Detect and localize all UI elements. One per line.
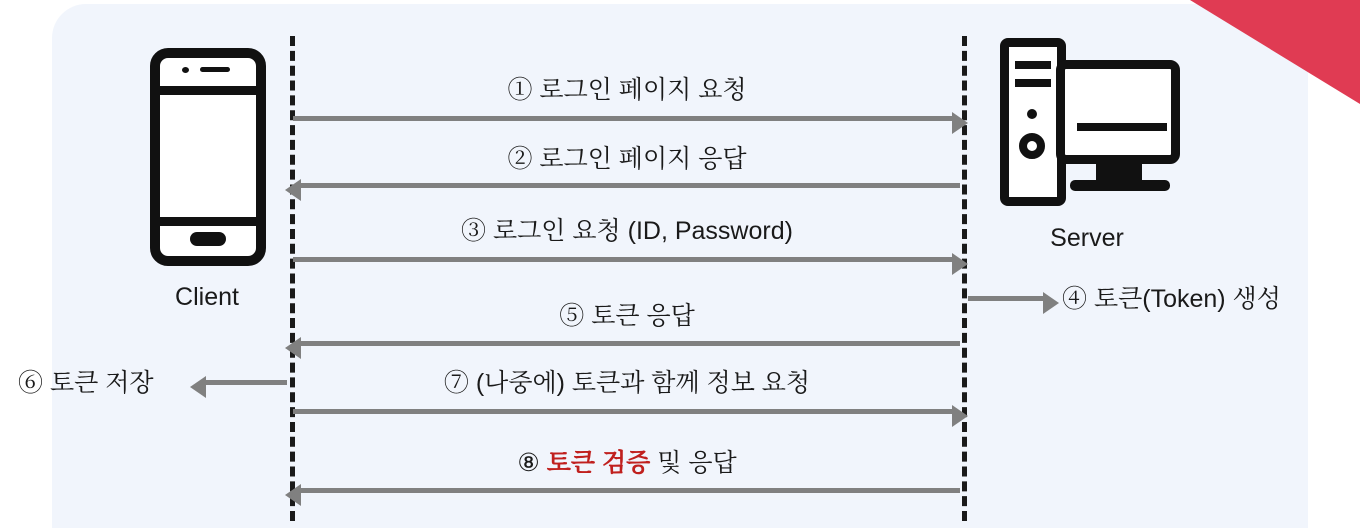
message-label-8-suffix: 및 응답 [650,449,737,477]
phone-screen-detail [160,86,256,226]
message-label-5: ⑤ 토큰 응답 [559,302,695,330]
message-arrow-2 [300,183,960,188]
message-label-4: ④ 토큰(Token) 생성 [1062,285,1281,313]
server-slot-detail [1015,79,1051,87]
message-arrow-8 [300,488,960,493]
server-slot-detail [1015,61,1051,69]
phone-home-button-detail [190,232,226,246]
message-label-8-highlight: 토큰 검증 [546,449,651,477]
message-label-8-prefix: ⑧ [517,449,547,477]
message-label-6: ⑥ 토큰 저장 [18,369,154,397]
server-actor-label: Server [1050,224,1124,252]
message-arrow-1 [293,116,953,121]
server-computer-icon [1000,38,1180,210]
message-label-8 [293,443,961,479]
client-actor-label: Client [175,283,239,311]
server-monitor-base-detail [1070,180,1170,191]
message-label-7: ⑦ (나중에) 토큰과 함께 정보 요청 [443,369,811,397]
server-led-detail [1027,109,1037,119]
message-arrow-4 [968,296,1044,301]
phone-camera-detail [182,67,189,73]
smartphone-icon [150,48,266,266]
message-arrow-3 [293,257,953,262]
server-lifeline [962,36,967,521]
message-label-1: ① 로그인 페이지 요청 [507,76,747,104]
message-label-2: ② 로그인 페이지 응답 [507,145,747,173]
server-power-detail [1019,133,1045,159]
message-arrow-6 [205,380,287,385]
message-label-3: ③ 로그인 요청 (ID, Password) [461,217,793,245]
message-arrow-5 [300,341,960,346]
phone-speaker-detail [200,67,230,72]
server-monitor-line-detail [1077,123,1167,131]
message-arrow-7 [293,409,953,414]
server-monitor-detail [1056,60,1180,164]
